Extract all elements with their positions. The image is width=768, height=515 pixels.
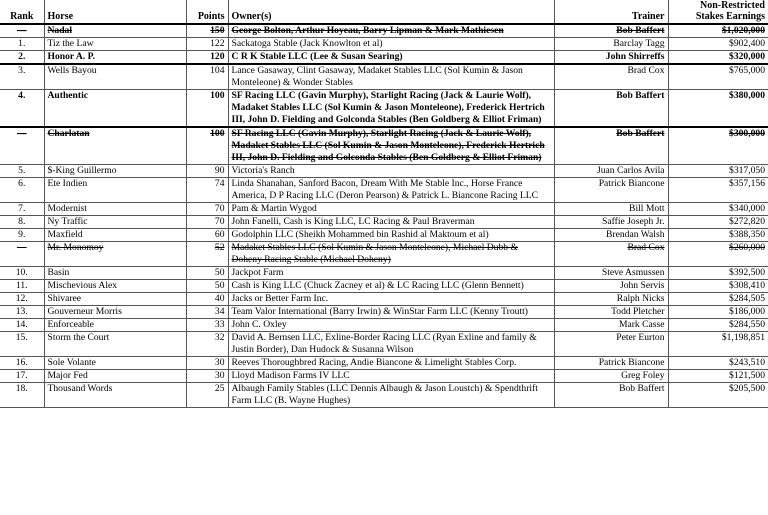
owners-cell xyxy=(228,51,554,65)
owners-cell xyxy=(228,332,554,357)
trainer-cell-text: Juan Carlos Avila xyxy=(596,165,665,176)
points-cell-text: 30 xyxy=(214,357,225,368)
points-cell-text: 33 xyxy=(214,319,225,330)
trainer-cell-text: John Servis xyxy=(619,280,665,291)
points-cell-text: 30 xyxy=(214,370,225,381)
earnings-cell xyxy=(668,242,768,267)
trainer-cell-text: Patrick Biancone xyxy=(598,357,665,368)
trainer-cell xyxy=(554,357,668,370)
trainer-cell xyxy=(554,383,668,408)
earnings-cell-text: $300,000 xyxy=(729,128,765,139)
horse-cell-text: $-King Guillermo xyxy=(47,165,117,176)
rank-cell xyxy=(0,357,44,370)
horse-cell-text: Charlatan xyxy=(47,128,90,139)
horse-cell-text: Major Fed xyxy=(47,370,88,381)
rank-cell-text: 17. xyxy=(15,370,28,381)
earnings-cell-text: $260,000 xyxy=(729,242,765,253)
earnings-cell-text: $902,400 xyxy=(729,38,765,49)
points-cell-text: 25 xyxy=(214,383,225,394)
rank-cell xyxy=(0,332,44,357)
table-row xyxy=(0,165,768,178)
horse-cell xyxy=(44,357,186,370)
rank-cell xyxy=(0,267,44,280)
earnings-cell-text: $186,000 xyxy=(729,306,765,317)
earnings-cell-text: $357,156 xyxy=(729,178,765,189)
trainer-cell-text: Mark Casse xyxy=(618,319,665,330)
trainer-cell-text: Patrick Biancone xyxy=(598,178,665,189)
earnings-cell xyxy=(668,127,768,165)
trainer-cell xyxy=(554,332,668,357)
table-row xyxy=(0,24,768,38)
points-cell xyxy=(186,242,228,267)
points-cell xyxy=(186,90,228,128)
trainer-cell-text: Bob Baffert xyxy=(619,383,665,394)
trainer-cell xyxy=(554,203,668,216)
points-cell xyxy=(186,51,228,65)
rank-cell-text: 8. xyxy=(18,216,26,227)
owners-cell-text: David A. Bernsen LLC, Exline-Border Racing LLC (Ryan Exline and family & Justin Border), Dan Hudock & Susanna Wilson xyxy=(231,332,537,355)
earnings-cell-text: $320,000 xyxy=(729,51,765,62)
horse-cell-text: Storm the Court xyxy=(47,332,110,343)
earnings-cell-text: $205,500 xyxy=(729,383,765,394)
owners-cell-text: Cash is King LLC (Chuck Zacney et al) & LC Racing LLC (Glenn Bennett) xyxy=(231,280,524,291)
rank-cell xyxy=(0,280,44,293)
rank-cell-text: 13. xyxy=(15,306,28,317)
points-cell-text: 52 xyxy=(214,242,225,253)
rank-cell-text: 14. xyxy=(15,319,28,330)
trainer-cell-text: Bob Baffert xyxy=(616,128,665,139)
rank-cell-text: 7. xyxy=(18,203,26,214)
points-cell xyxy=(186,127,228,165)
horse-cell-text: Mr. Monomoy xyxy=(47,242,104,253)
earnings-cell xyxy=(668,280,768,293)
trainer-cell xyxy=(554,370,668,383)
points-cell xyxy=(186,24,228,38)
points-cell xyxy=(186,332,228,357)
owners-cell-text: Lloyd Madison Farms IV LLC xyxy=(231,370,350,381)
horse-header: Horse xyxy=(44,0,186,24)
horse-cell-text: Honor A. P. xyxy=(47,51,95,62)
horse-cell xyxy=(44,383,186,408)
horse-cell xyxy=(44,24,186,38)
horse-cell xyxy=(44,332,186,357)
rank-cell-text: 16. xyxy=(15,357,28,368)
horse-cell-text: Sole Volante xyxy=(47,357,96,368)
owners-cell xyxy=(228,229,554,242)
horse-cell-text: Ete Indien xyxy=(47,178,88,189)
horse-cell xyxy=(44,51,186,65)
rank-cell xyxy=(0,203,44,216)
points-cell xyxy=(186,267,228,280)
trainer-cell-text: Bill Mott xyxy=(629,203,665,214)
owners-cell xyxy=(228,203,554,216)
points-cell-text: 104 xyxy=(210,65,225,76)
trainer-cell-text: John Shirreffs xyxy=(605,51,665,62)
horse-cell xyxy=(44,229,186,242)
table-row xyxy=(0,357,768,370)
rank-cell-text: 18. xyxy=(15,383,28,394)
owners-cell xyxy=(228,64,554,90)
horse-cell xyxy=(44,38,186,51)
owners-cell xyxy=(228,24,554,38)
owners-cell xyxy=(228,178,554,203)
trainer-cell xyxy=(554,24,668,38)
trainer-cell xyxy=(554,267,668,280)
rank-cell xyxy=(0,319,44,332)
trainer-cell-text: Barclay Tagg xyxy=(613,38,665,49)
points-cell xyxy=(186,319,228,332)
horse-cell-text: Ny Traffic xyxy=(47,216,88,227)
horse-cell-text: Thousand Words xyxy=(47,383,113,394)
rank-cell xyxy=(0,178,44,203)
earnings-cell-text: $272,820 xyxy=(729,216,765,227)
owners-cell xyxy=(228,90,554,128)
horse-cell xyxy=(44,280,186,293)
horse-cell xyxy=(44,319,186,332)
points-cell xyxy=(186,357,228,370)
owners-cell-text: Reeves Thoroughbred Racing, Andie Biancone & Limelight Stables Corp. xyxy=(231,357,517,368)
trainer-cell-text: Bob Baffert xyxy=(616,90,665,101)
points-cell xyxy=(186,306,228,319)
horse-cell-text: Modernist xyxy=(47,203,87,214)
trainer-cell xyxy=(554,319,668,332)
rank-cell-text: 6. xyxy=(18,178,26,189)
rank-cell xyxy=(0,242,44,267)
points-cell-text: 122 xyxy=(210,38,225,49)
rank-cell-text: — xyxy=(16,128,27,139)
earnings-cell xyxy=(668,178,768,203)
table-row xyxy=(0,332,768,357)
earnings-cell-text: $121,500 xyxy=(729,370,765,381)
rank-cell xyxy=(0,64,44,90)
rank-cell-text: 4. xyxy=(18,90,26,101)
earnings-cell-text: $308,410 xyxy=(729,280,765,291)
owners-cell xyxy=(228,127,554,165)
points-cell-text: 150 xyxy=(210,25,225,36)
rank-cell xyxy=(0,127,44,165)
points-cell-text: 90 xyxy=(214,165,225,176)
earnings-cell-text: $765,000 xyxy=(729,65,765,76)
points-cell-text: 32 xyxy=(214,332,225,343)
trainer-cell-text: Peter Eurton xyxy=(616,332,665,343)
earnings-cell xyxy=(668,383,768,408)
owners-cell-text: Albaugh Family Stables (LLC Dennis Albaugh & Jason Loustch) & Spendthrift Farm LLC (B. Wayne Hughes) xyxy=(231,383,538,406)
table-row xyxy=(0,267,768,280)
earnings-cell xyxy=(668,203,768,216)
earnings-cell xyxy=(668,64,768,90)
rank-cell-text: — xyxy=(16,25,27,36)
points-cell xyxy=(186,64,228,90)
owners-cell-text: Godolphin LLC (Sheikh Mohammed bin Rashid al Maktoum et al) xyxy=(231,229,489,240)
earnings-cell xyxy=(668,306,768,319)
horse-cell xyxy=(44,267,186,280)
owners-cell xyxy=(228,293,554,306)
trainer-cell xyxy=(554,242,668,267)
table-row xyxy=(0,306,768,319)
points-cell xyxy=(186,293,228,306)
owners-cell-text: Jacks or Better Farm Inc. xyxy=(231,293,329,304)
owners-cell-text: George Bolton, Arthur Hoyeau, Barry Lipman & Mark Mathiesen xyxy=(231,25,504,36)
trainer-cell xyxy=(554,90,668,128)
earnings-cell-text: $388,350 xyxy=(729,229,765,240)
trainer-cell-text: Brad Cox xyxy=(627,65,665,76)
trainer-cell xyxy=(554,293,668,306)
owners-cell xyxy=(228,306,554,319)
owners-cell xyxy=(228,165,554,178)
owners-cell xyxy=(228,280,554,293)
points-cell-text: 50 xyxy=(214,280,225,291)
earnings-cell-text: $243,510 xyxy=(729,357,765,368)
table-row xyxy=(0,64,768,90)
points-cell-text: 120 xyxy=(210,51,225,62)
horse-cell xyxy=(44,293,186,306)
earnings-cell-text: $317,050 xyxy=(729,165,765,176)
rank-cell xyxy=(0,306,44,319)
table-row xyxy=(0,383,768,408)
owners-cell-text: John C. Oxley xyxy=(231,319,287,330)
owners-cell xyxy=(228,319,554,332)
horse-cell-text: Enforceable xyxy=(47,319,94,330)
earnings-cell xyxy=(668,24,768,38)
owners-cell-text: Victoria's Ranch xyxy=(231,165,295,176)
table-body xyxy=(0,24,768,408)
horse-cell xyxy=(44,203,186,216)
owners-cell-text: Lance Gasaway, Clint Gasaway, Madaket Stables LLC (Sol Kumin & Jason Monteleone) & Wonder Stables xyxy=(231,65,523,88)
horse-cell-text: Gouverneur Morris xyxy=(47,306,122,317)
earnings-cell-text: $340,000 xyxy=(729,203,765,214)
rank-cell xyxy=(0,293,44,306)
earnings-cell xyxy=(668,319,768,332)
earnings-cell-text: $392,500 xyxy=(729,267,765,278)
horse-cell xyxy=(44,64,186,90)
table-row xyxy=(0,229,768,242)
table-row xyxy=(0,178,768,203)
rank-cell xyxy=(0,24,44,38)
owners-cell-text: SF Racing LLC (Gavin Murphy), Starlight Racing (Jack & Laurie Wolf), Madaket Stables LLC (Sol Kumin & Jason Monteleone), Frederick Hertrich III, John D. Fielding and Golconda Stables (Ben Goldberg & Elliot Friman) xyxy=(231,90,545,125)
rank-cell xyxy=(0,51,44,65)
owners-cell xyxy=(228,38,554,51)
rank-cell xyxy=(0,370,44,383)
trainer-cell-text: Bob Baffert xyxy=(616,25,665,36)
horse-cell-text: Mischevious Alex xyxy=(47,280,118,291)
horse-cell xyxy=(44,370,186,383)
earnings-header xyxy=(668,0,768,24)
table-row xyxy=(0,51,768,65)
trainer-cell-text: Greg Foley xyxy=(621,370,665,381)
table-row xyxy=(0,293,768,306)
trainer-cell xyxy=(554,165,668,178)
owners-cell-text: Pam & Martin Wygod xyxy=(231,203,317,214)
trainer-cell-text: Steve Asmussen xyxy=(601,267,665,278)
earnings-cell xyxy=(668,370,768,383)
trainer-cell xyxy=(554,127,668,165)
points-cell-text: 34 xyxy=(214,306,225,317)
table-row xyxy=(0,127,768,165)
trainer-cell xyxy=(554,51,668,65)
table-row xyxy=(0,280,768,293)
owners-cell-text: Team Valor International (Barry Irwin) & WinStar Farm LLC (Kenny Troutt) xyxy=(231,306,528,317)
owners-cell xyxy=(228,216,554,229)
rank-cell-text: — xyxy=(16,242,27,253)
rank-cell xyxy=(0,90,44,128)
owners-cell-text: Madaket Stables LLC (Sol Kumin & Jason Monteleone), Michael Dubb & Doheny Racing Stable (Michael Doheny) xyxy=(231,242,518,265)
rank-cell xyxy=(0,229,44,242)
earnings-cell xyxy=(668,90,768,128)
rank-cell-text: 3. xyxy=(18,65,26,76)
earnings-header-line2: Stakes Earnings xyxy=(695,11,765,22)
trainer-cell xyxy=(554,280,668,293)
points-cell-text: 100 xyxy=(210,90,225,101)
trainer-cell-text: Brad Cox xyxy=(627,242,665,253)
points-cell xyxy=(186,38,228,51)
points-cell xyxy=(186,165,228,178)
trainer-cell xyxy=(554,229,668,242)
rank-cell-text: 11. xyxy=(15,280,28,291)
earnings-cell-text: $1,198,851 xyxy=(721,332,765,343)
rank-cell-text: 9. xyxy=(18,229,26,240)
trainer-cell-text: Todd Pletcher xyxy=(611,306,665,317)
trainer-cell-text: Brendan Walsh xyxy=(606,229,665,240)
trainer-cell xyxy=(554,38,668,51)
horse-cell-text: Shivaree xyxy=(47,293,82,304)
horse-cell xyxy=(44,216,186,229)
points-cell xyxy=(186,203,228,216)
rank-cell-text: 1. xyxy=(18,38,26,49)
points-cell xyxy=(186,229,228,242)
table-row xyxy=(0,38,768,51)
owners-cell xyxy=(228,267,554,280)
trainer-header: Trainer xyxy=(554,0,668,24)
horse-cell-text: Wells Bayou xyxy=(47,65,97,76)
horse-cell-text: Authentic xyxy=(47,90,89,101)
earnings-cell xyxy=(668,51,768,65)
earnings-cell xyxy=(668,229,768,242)
earnings-cell xyxy=(668,332,768,357)
rank-cell xyxy=(0,165,44,178)
earnings-cell-text: $284,505 xyxy=(729,293,765,304)
points-cell xyxy=(186,383,228,408)
horse-cell-text: Basin xyxy=(47,267,70,278)
rank-cell-text: 5. xyxy=(18,165,26,176)
horse-cell-text: Nadal xyxy=(47,25,73,36)
owners-cell-text: Sackatoga Stable (Jack Knowlton et al) xyxy=(231,38,383,49)
rank-cell xyxy=(0,383,44,408)
earnings-cell-text: $284,550 xyxy=(729,319,765,330)
points-header: Points xyxy=(186,0,228,24)
horse-cell-text: Tiz the Law xyxy=(47,38,94,49)
rank-cell xyxy=(0,38,44,51)
earnings-cell xyxy=(668,38,768,51)
trainer-cell xyxy=(554,64,668,90)
horse-cell xyxy=(44,165,186,178)
points-cell-text: 60 xyxy=(214,229,225,240)
owners-cell xyxy=(228,383,554,408)
table-row xyxy=(0,203,768,216)
header-row xyxy=(0,0,768,24)
table-row xyxy=(0,319,768,332)
points-cell xyxy=(186,280,228,293)
trainer-cell-text: Ralph Nicks xyxy=(616,293,665,304)
earnings-cell xyxy=(668,165,768,178)
trainer-cell xyxy=(554,178,668,203)
points-cell xyxy=(186,370,228,383)
earnings-cell xyxy=(668,216,768,229)
trainer-cell xyxy=(554,306,668,319)
rank-header: Rank xyxy=(0,0,44,24)
owners-cell xyxy=(228,370,554,383)
trainer-cell-text: Saffie Joseph Jr. xyxy=(602,216,665,227)
table-row xyxy=(0,90,768,128)
owners-cell-text: SF Racing LLC (Gavin Murphy), Starlight Racing (Jack & Laurie Wolf), Madaket Stables LLC (Sol Kumin & Jason Monteleone), Frederick Hertrich III, John D. Fielding and Golconda Stables (Ben Goldberg & Elliot Friman) xyxy=(231,128,545,163)
rank-cell-text: 15. xyxy=(15,332,28,343)
owners-cell-text: John Fanelli, Cash is King LLC, LC Racing & Paul Braverman xyxy=(231,216,475,227)
table-row xyxy=(0,242,768,267)
earnings-header-line1: Non-Restricted xyxy=(700,0,765,11)
points-cell-text: 40 xyxy=(214,293,225,304)
points-cell-text: 100 xyxy=(210,128,225,139)
points-cell-text: 50 xyxy=(214,267,225,278)
earnings-cell xyxy=(668,357,768,370)
owners-cell-text: Linda Shanahan, Sanford Bacon, Dream With Me Stable Inc., Horse France America, D P Racing LLC (Deron Pearson) & Patrick L. Biancone Racing LLC xyxy=(231,178,539,201)
horse-cell xyxy=(44,178,186,203)
table-row xyxy=(0,370,768,383)
earnings-cell xyxy=(668,267,768,280)
points-cell-text: 74 xyxy=(214,178,225,189)
owners-cell xyxy=(228,242,554,267)
rank-cell-text: 10. xyxy=(15,267,28,278)
horse-cell-text: Maxfield xyxy=(47,229,83,240)
rank-cell-text: 12. xyxy=(15,293,28,304)
rank-cell-text: 2. xyxy=(18,51,26,62)
horse-cell xyxy=(44,242,186,267)
rank-cell xyxy=(0,216,44,229)
horse-cell xyxy=(44,306,186,319)
points-cell xyxy=(186,178,228,203)
points-cell-text: 70 xyxy=(214,216,225,227)
owners-cell-text: C R K Stable LLC (Lee & Susan Searing) xyxy=(231,51,403,62)
table-row xyxy=(0,216,768,229)
owners-cell xyxy=(228,357,554,370)
owners-header: Owner(s) xyxy=(228,0,554,24)
points-cell-text: 70 xyxy=(214,203,225,214)
horse-cell xyxy=(44,90,186,128)
owners-cell-text: Jackpot Farm xyxy=(231,267,284,278)
earnings-cell xyxy=(668,293,768,306)
earnings-cell-text: $380,000 xyxy=(729,90,765,101)
horse-cell xyxy=(44,127,186,165)
trainer-cell xyxy=(554,216,668,229)
points-cell xyxy=(186,216,228,229)
earnings-cell-text: $1,020,000 xyxy=(721,25,765,36)
